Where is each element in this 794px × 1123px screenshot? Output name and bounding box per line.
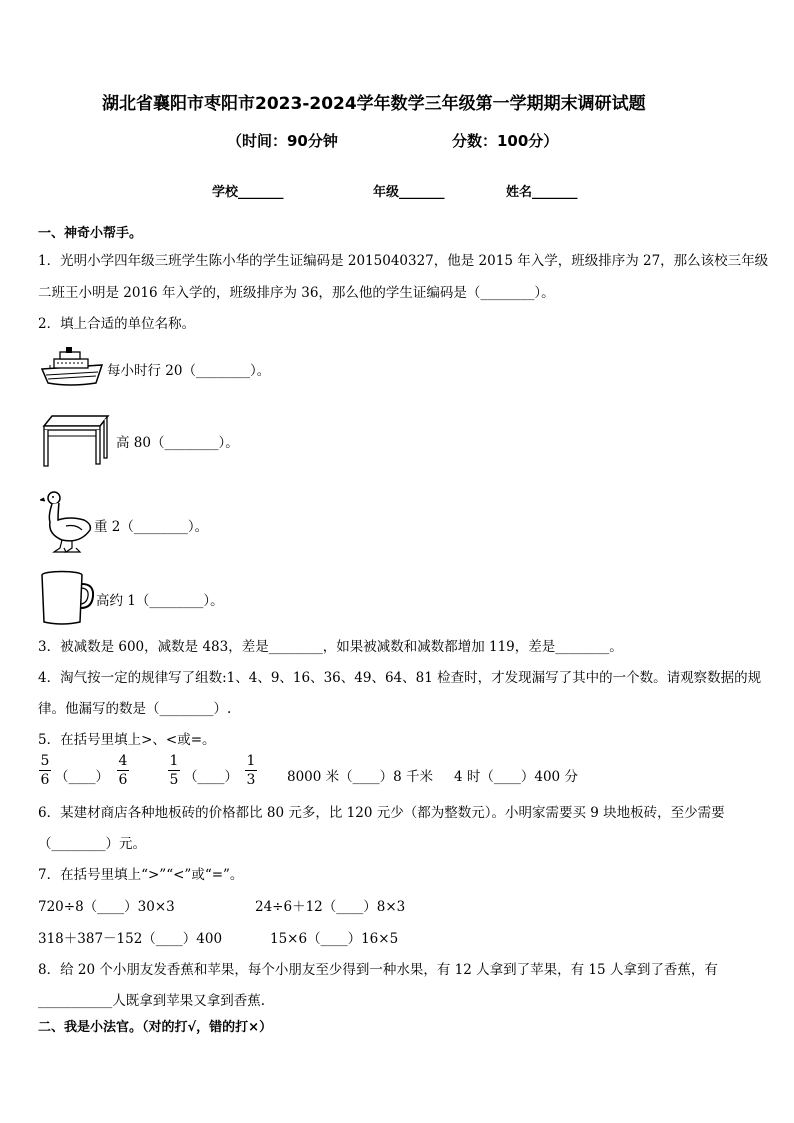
q5-comparison-3: 8000 米（____）8 千米 — [287, 769, 434, 785]
q7-item-c: 318＋387－152（____）400 — [38, 931, 223, 947]
page-title: 湖北省襄阳市枣阳市2023-2024学年数学三年级第一学期期末调研试题 — [102, 94, 646, 114]
cup-icon — [40, 570, 96, 626]
fraction-numerator: 1 — [246, 753, 256, 769]
fraction-numerator: 5 — [40, 753, 50, 769]
fraction-denominator: 3 — [246, 772, 256, 788]
q2-item1: 每小时行 20（________）。 — [107, 363, 271, 379]
q8-line1: 8．给 20 个小朋友发香蕉和苹果，每个小朋友至少得到一种水果，有 12 人拿到了苹果，有 15 人拿到了香蕉，有 — [38, 962, 718, 978]
name-field: 姓名_______ — [506, 185, 578, 200]
school-field: 学校_______ — [212, 185, 284, 200]
q6-line1: 6．某建材商店各种地板砖的价格都比 80 元多，比 120 元少（都为整数元）。小明家需要买 9 块地板砖，至少需要 — [38, 805, 725, 821]
q2-stem: 2．填上合适的单位名称。 — [38, 316, 196, 332]
time-label: （时间：90分钟 — [227, 132, 338, 150]
fraction-denominator: 6 — [40, 772, 50, 788]
q5-fraction-1-5 — [167, 753, 181, 788]
fraction-denominator: 5 — [169, 772, 179, 788]
ship-icon — [40, 345, 104, 389]
q5-blank-2: （____） — [184, 769, 238, 785]
fraction-denominator: 6 — [118, 772, 128, 788]
q5-comparison-4: 4 时（____）400 分 — [454, 769, 578, 785]
q4-line1: 4．淘气按一定的规律写了组数:1、4、9、16、36、49、64、81 检查时，才发现漏写了其中的一个数。请观察数据的规 — [38, 670, 762, 686]
fraction-numerator: 1 — [169, 753, 179, 769]
q1-line1: 1．光明小学四年级三班学生陈小华的学生证编码是 2015040327，他是 2015 年入学，班级排序为 27，那么该校三年级 — [38, 253, 769, 269]
q1-line2: 二班王小明是 2016 年入学的，班级排序为 36，那么他的学生证编码是（________）。 — [38, 285, 555, 301]
q8-line2: ___________人既拿到苹果又拿到香蕉. — [38, 993, 266, 1009]
section-1-heading: 一、神奇小帮手。 — [38, 226, 143, 241]
q2-item4: 高约 1（________）。 — [96, 593, 224, 609]
q7-item-b: 24÷6＋12（____）8×3 — [255, 899, 406, 915]
goose-icon — [40, 490, 94, 554]
q5-fraction-4-6 — [116, 753, 130, 788]
q3: 3．被减数是 600，减数是 483，差是________，如果被减数和减数都增加 119，差是________。 — [38, 639, 623, 655]
q5-stem: 5．在括号里填上>、<或=。 — [38, 732, 216, 748]
q7-item-d: 15×6（____）16×5 — [270, 931, 399, 947]
fraction-numerator: 4 — [118, 753, 128, 769]
table-icon — [40, 414, 110, 468]
q7-item-a: 720÷8（____）30×3 — [38, 899, 175, 915]
q2-item3: 重 2（________）。 — [94, 519, 209, 535]
q2-item2: 高 80（________）。 — [116, 435, 239, 451]
q5-blank-1: （____） — [55, 769, 109, 785]
q4-line2: 律。他漏写的数是（________）. — [38, 701, 232, 717]
grade-field: 年级_______ — [373, 185, 445, 200]
q5-fraction-5-6 — [38, 753, 52, 788]
section-2-heading: 二、我是小法官。（对的打√，错的打×） — [38, 1020, 273, 1035]
q5-fraction-1-3 — [244, 753, 258, 788]
q7-stem: 7．在括号里填上“>”“<”或“=”。 — [38, 867, 244, 883]
q6-line2: （________）元。 — [38, 836, 146, 852]
score-label: 分数：100分） — [452, 132, 559, 150]
